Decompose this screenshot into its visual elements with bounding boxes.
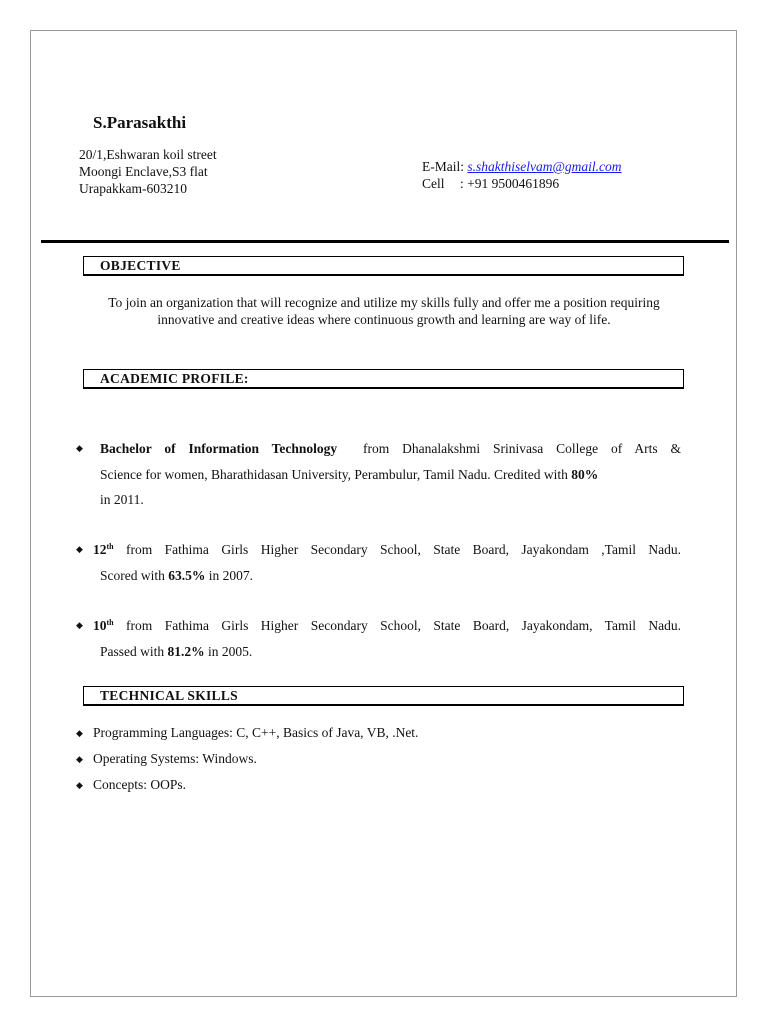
degree-year: in 2011. (100, 492, 144, 507)
address-line: Urapakkam-603210 (79, 181, 187, 196)
skills-list (76, 720, 418, 798)
academic-heading: ACADEMIC PROFILE: (83, 369, 684, 389)
diamond-bullet-icon: ◆ (76, 544, 83, 554)
grade-suffix: th (106, 542, 114, 551)
address-line: 20/1,Eshwaran koil street (79, 147, 217, 162)
academic-list (76, 537, 681, 588)
objective-heading: OBJECTIVE (83, 256, 684, 276)
email-label: E-Mail: (422, 159, 468, 174)
grade-year: in 2007. (205, 567, 254, 583)
list-item (76, 772, 418, 798)
list-item (76, 537, 681, 588)
score-prefix: Passed with (100, 643, 168, 659)
skill-text: Concepts: OOPs. (93, 777, 187, 792)
skill-text: Programming Languages: C, C++, Basics of Java, VB, .Net. (93, 725, 419, 740)
email-link[interactable]: s.shakthiselvam@gmail.com (467, 159, 622, 174)
technical-heading: TECHNICAL SKILLS (83, 686, 684, 706)
contact-block (422, 158, 622, 192)
address-line: Moongi Enclave,S3 flat (79, 164, 208, 179)
skill-text: Operating Systems: Windows. (93, 751, 257, 766)
academic-list (76, 436, 681, 513)
degree-score: 80% (571, 466, 599, 482)
list-item (76, 746, 418, 772)
candidate-name: S.Parasakthi (93, 113, 187, 132)
grade-suffix: th (106, 618, 114, 627)
list-item (76, 613, 681, 664)
degree-detail: Science for women, Bharathidasan University, Perambulur, Tamil Nadu. Credited with (100, 466, 572, 482)
grade-score: 63.5% (168, 567, 206, 583)
list-item (76, 436, 681, 513)
cell-value: : +91 9500461896 (460, 176, 560, 191)
diamond-bullet-icon: ◆ (76, 728, 83, 738)
grade-label: 12 (93, 542, 107, 557)
degree-detail: from Dhanalakshmi Srinivasa College of Arts & (362, 441, 682, 456)
grade-score: 81.2% (167, 643, 205, 659)
cell-label: Cell (422, 176, 445, 191)
diamond-bullet-icon: ◆ (76, 620, 83, 630)
objective-text: To join an organization that will recognize and utilize my skills fully and offer me a position requiring innovative and creative ideas where continuous growth and learning are way of life. (108, 295, 660, 327)
address-block (79, 146, 217, 197)
list-item (76, 720, 418, 746)
diamond-bullet-icon: ◆ (76, 754, 83, 764)
degree-name: Bachelor of Information Technology (100, 441, 338, 456)
grade-label: 10 (93, 618, 107, 633)
school-detail: from Fathima Girls Higher Secondary School, State Board, Jayakondam ,Tamil Nadu. (113, 542, 681, 557)
academic-list (76, 613, 681, 664)
diamond-bullet-icon: ◆ (76, 780, 83, 790)
grade-year: in 2005. (204, 643, 253, 659)
header-divider (41, 240, 729, 243)
diamond-bullet-icon: ◆ (76, 443, 83, 453)
score-prefix: Scored with (100, 567, 169, 583)
school-detail: from Fathima Girls Higher Secondary School, State Board, Jayakondam, Tamil Nadu. (113, 618, 681, 633)
email-row (422, 158, 622, 175)
cell-row (422, 175, 622, 192)
